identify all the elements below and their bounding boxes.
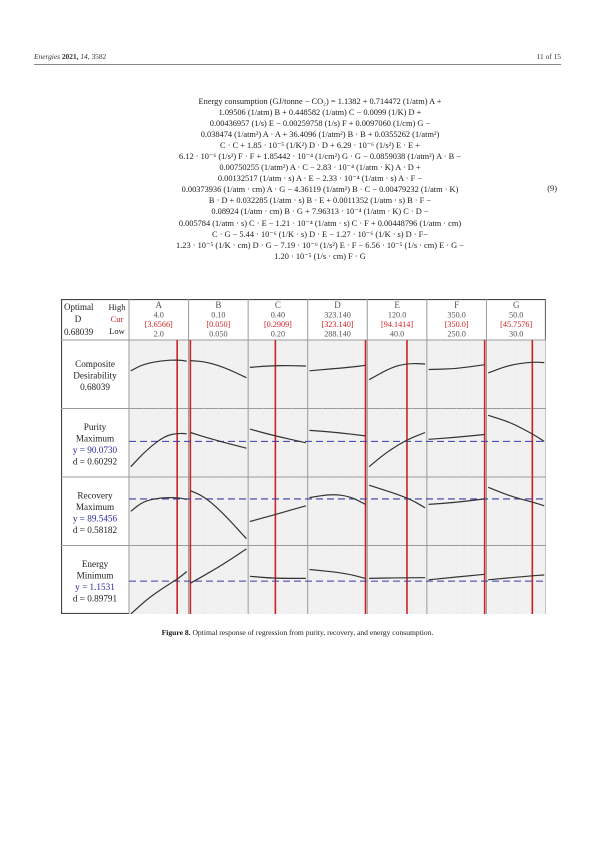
figure-label: Figure 8. — [161, 628, 191, 637]
factor-low-value: 0.050 — [209, 329, 228, 339]
factor-low-value: 30.0 — [509, 329, 524, 339]
high-level-label: High — [108, 302, 126, 312]
factor-low-value: 288.140 — [324, 329, 351, 339]
equation-line: C · G − 5.44 · 10⁻⁶ (1/K · s) D · E − 1.27 · 10⁻⁶ (1/K · s) D · F− — [212, 229, 428, 239]
equation-line: 0.038474 (1/atm²) A · A + 36.4096 (1/atm²) B · B + 0.0355262 (1/atm²) — [200, 130, 440, 140]
equation-line: B · D + 0.032285 (1/atm · s) B · E + 0.0011352 (1/atm · s) B · F − — [208, 196, 432, 206]
equation-line: 0.00436957 (1/s) E − 0.00259758 (1/s) F + 0.0097060 (1/cm) G − — [209, 119, 431, 129]
equation-line: 0.00750255 (1/atm²) A · C − 2.83 · 10⁻⁴ (1/atm · K) A · D + — [219, 163, 421, 173]
response-label: Energy — [81, 558, 109, 569]
journal-name: Energies — [34, 52, 60, 61]
response-label: Minimum — [76, 570, 114, 581]
response-label: Maximum — [75, 501, 115, 512]
factor-high-value: 120.0 — [387, 310, 407, 320]
optimization-figure — [61, 299, 546, 614]
equation-line: C · C + 1.85 · 10⁻⁵ (1/K²) D · D + 6.29 · 10⁻⁶ (1/s²) E · E + — [220, 141, 420, 151]
equation-line: 0.005784 (1/atm · s) C · E − 1.21 · 10⁻⁴ (1/atm · s) C · F + 0.00448796 (1/atm · cm) — [178, 218, 462, 228]
factor-low-value: 0.20 — [270, 329, 286, 339]
figure-caption-text: Optimal response of regression from purity, recovery, and energy consumption. — [190, 628, 434, 637]
desirability-value: d = 0.58182 — [72, 524, 118, 535]
response-label: Desirability — [73, 370, 117, 381]
factor-high-value: 350.0 — [447, 310, 466, 320]
composite-d-value: 0.68039 — [64, 327, 94, 337]
factor-current-value: [0.050] — [206, 320, 231, 329]
factor-high-value: 323.140 — [324, 310, 351, 320]
equation-line: 6.12 · 10⁻⁶ (1/s²) F · F + 1.85442 · 10⁻⁴ (1/cm²) G · G − 0.0859038 (1/atm²) A · B − — [179, 152, 461, 162]
response-label: 0.68039 — [80, 381, 110, 392]
page-number: 11 of 15 — [536, 52, 561, 61]
low-level-label: Low — [109, 326, 125, 336]
response-label: Recovery — [77, 490, 113, 501]
factor-low-value: 250.0 — [447, 329, 466, 339]
equation-line: 1.09506 (1/atm) B + 0.448582 (1/atm) C − 0.0099 (1/K) D + — [218, 108, 422, 118]
response-label: Composite — [75, 358, 115, 369]
header-rule — [34, 64, 561, 65]
optimal-label: Optimal — [64, 302, 94, 312]
factor-high-value: 0.40 — [270, 310, 286, 320]
figure-caption — [0, 628, 595, 637]
factor-name: F — [454, 300, 460, 310]
factor-name: E — [394, 300, 400, 310]
predicted-value: y = 90.0730 — [72, 444, 118, 455]
factor-name: D — [334, 300, 341, 310]
factor-name: A — [155, 300, 163, 310]
factor-low-value: 40.0 — [389, 329, 405, 339]
equation-line: Energy consumption (GJ/tonne − CO₂) = 1.1382 + 0.714472 (1/atm) A + — [198, 97, 442, 106]
desirability-value: d = 0.89791 — [72, 593, 118, 604]
equation-line: 1.20 · 10⁻⁵ (1/s · cm) F · G — [274, 251, 366, 261]
factor-name: G — [512, 300, 520, 310]
response-curve — [369, 578, 425, 579]
factor-current-value: [94.1414] — [381, 320, 414, 329]
factor-high-value: 4.0 — [153, 310, 164, 320]
equation-line: 0.08924 (1/atm · cm) B · G + 7.96313 · 10⁻⁴ (1/atm · K) C · D − — [211, 207, 429, 217]
journal-volume: 14, — [80, 52, 90, 61]
equation-number: (9) — [547, 184, 557, 193]
factor-current-value: [323.140] — [321, 320, 354, 329]
equation-line: 0.00132517 (1/atm · s) A · E − 2.33 · 10⁻⁴ (1/atm · s) A · F − — [217, 174, 423, 184]
response-label: Maximum — [75, 433, 115, 444]
predicted-value: y = 1.1531 — [75, 581, 115, 592]
composite-d-label: D — [74, 314, 82, 324]
desirability-value: d = 0.60292 — [72, 456, 118, 467]
journal-citation — [34, 52, 106, 61]
equation-line: 1.23 · 10⁻⁵ (1/K · cm) D · G − 7.19 · 10⁻⁶ (1/s²) E · F − 6.56 · 10⁻⁵ (1/s · cm) E · G − — [176, 240, 464, 250]
factor-current-value: [350.0] — [444, 320, 469, 329]
equation-line: 0.00373936 (1/atm · cm) A · G − 4.36119 (1/atm²) B · C − 0.00479232 (1/atm · K) — [181, 185, 459, 195]
journal-year: 2021, — [61, 52, 79, 61]
factor-high-value: 50.0 — [509, 310, 524, 320]
factor-current-value: [0.2909] — [263, 320, 292, 329]
current-level-label: Cur — [110, 314, 124, 324]
predicted-value: y = 89.5456 — [72, 513, 118, 524]
factor-name: B — [215, 300, 222, 310]
response-label: Purity — [83, 421, 107, 432]
factor-current-value: [45.7576] — [500, 320, 533, 329]
factor-low-value: 2.0 — [153, 329, 164, 339]
energy-regression-equation — [110, 96, 530, 262]
factor-name: C — [274, 300, 281, 310]
factor-current-value: [3.6566] — [144, 320, 173, 329]
factor-high-value: 0.10 — [211, 310, 226, 320]
article-number: 3582 — [91, 52, 107, 61]
